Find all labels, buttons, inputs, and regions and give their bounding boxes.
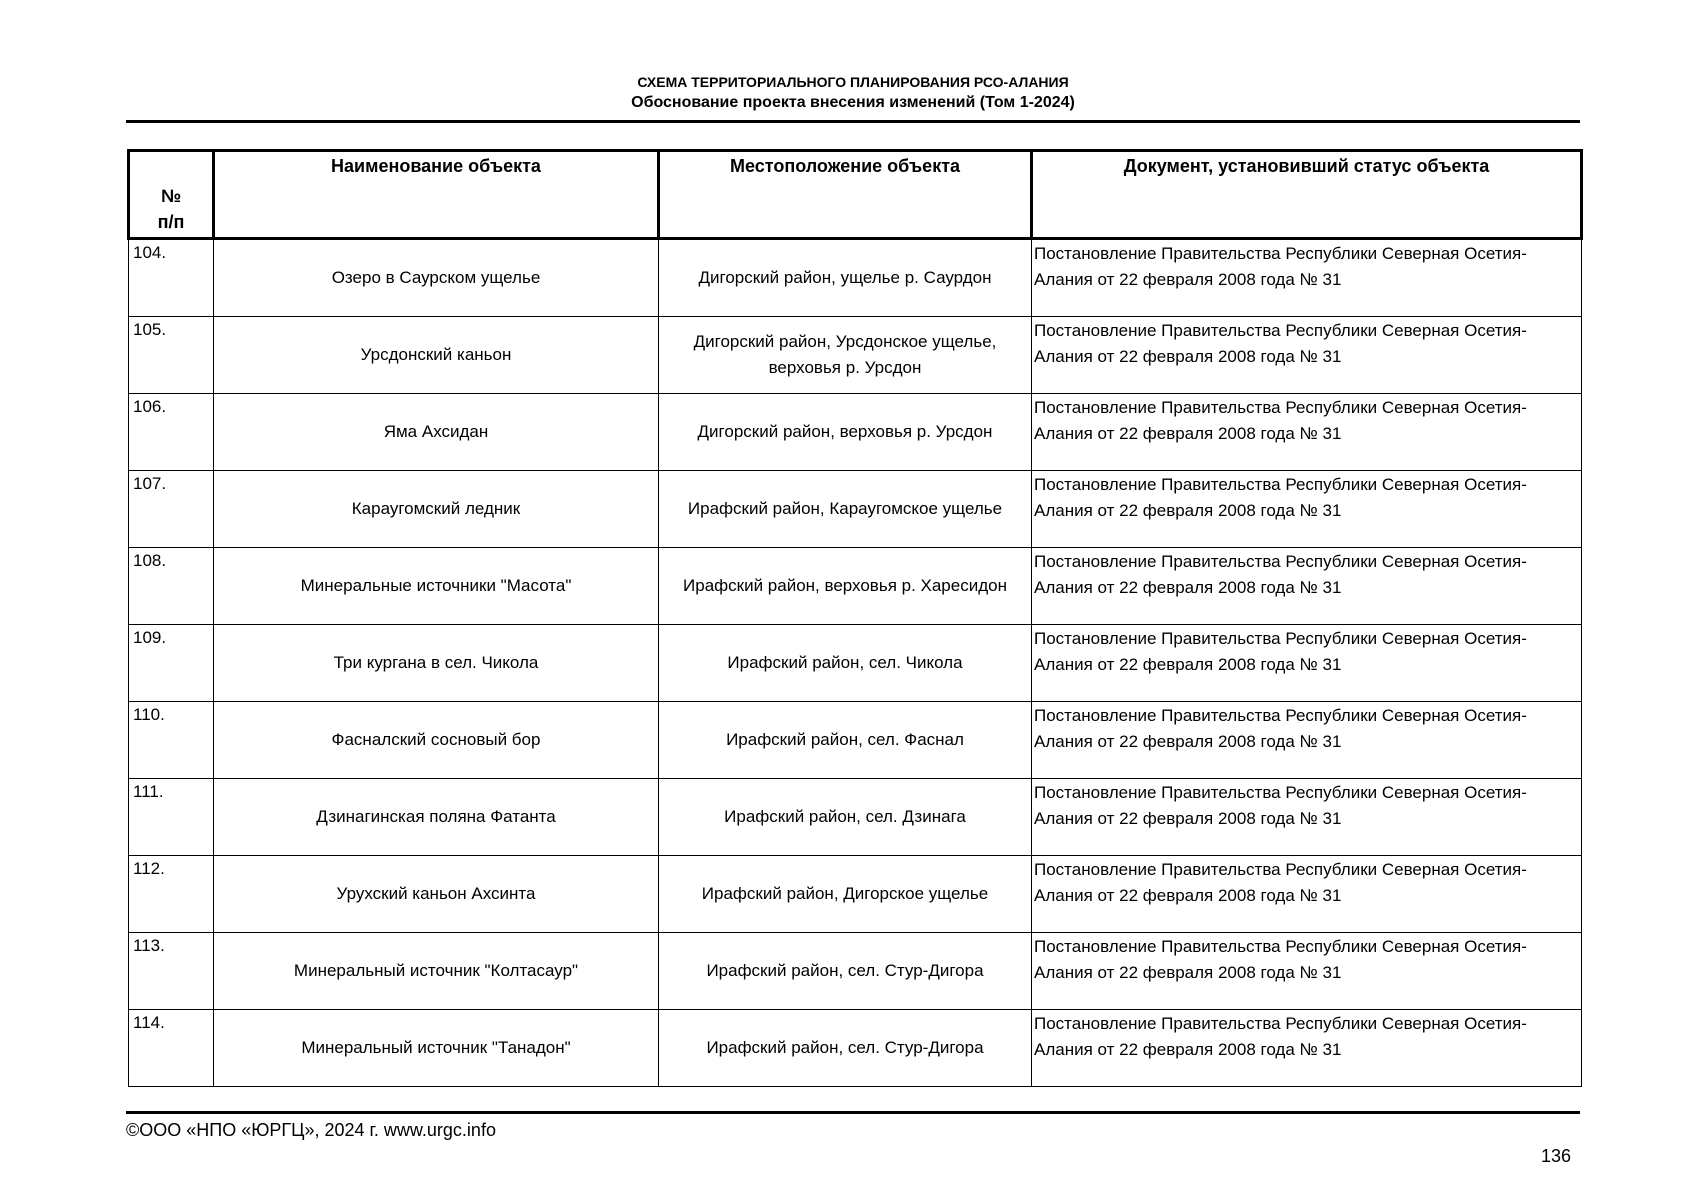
row-number: 104. (129, 239, 214, 317)
object-document: Постановление Правительства Республики Северная Осетия-Алания от 22 февраля 2008 года № 31 (1032, 394, 1582, 471)
object-location: Ирафский район, сел. Фаснал (659, 702, 1032, 779)
table-row (129, 779, 1582, 856)
row-number: 110. (129, 702, 214, 779)
column-header-document: Документ, установивший статус объекта (1032, 151, 1582, 239)
object-name: Минеральные источники "Масота" (214, 548, 659, 625)
object-document: Постановление Правительства Республики Северная Осетия-Алания от 22 февраля 2008 года № 31 (1032, 239, 1582, 317)
column-header-name: Наименование объекта (214, 151, 659, 239)
row-number: 108. (129, 548, 214, 625)
document-title: СХЕМА ТЕРРИТОРИАЛЬНОГО ПЛАНИРОВАНИЯ РСО-АЛАНИЯ (637, 74, 1069, 90)
object-document: Постановление Правительства Республики Северная Осетия-Алания от 22 февраля 2008 года № 31 (1032, 779, 1582, 856)
object-name: Три кургана в сел. Чикола (214, 625, 659, 702)
page-header (126, 72, 1580, 114)
table-row (129, 625, 1582, 702)
table-row (129, 548, 1582, 625)
object-document: Постановление Правительства Республики Северная Осетия-Алания от 22 февраля 2008 года № 31 (1032, 625, 1582, 702)
header-divider (126, 120, 1580, 123)
row-number: 112. (129, 856, 214, 933)
document-subtitle: Обоснование проекта внесения изменений (Том 1-2024) (631, 94, 1075, 111)
table-row (129, 471, 1582, 548)
object-location: Ирафский район, Дигорское ущелье (659, 856, 1032, 933)
object-location: Дигорский район, ущелье р. Саурдон (659, 239, 1032, 317)
object-name: Караугомский ледник (214, 471, 659, 548)
row-number: 105. (129, 317, 214, 394)
object-location: Ирафский район, Караугомское ущелье (659, 471, 1032, 548)
objects-table (127, 149, 1583, 1087)
object-location: Ирафский район, сел. Стур-Дигора (659, 1010, 1032, 1087)
column-header-num: № п/п (129, 151, 214, 239)
object-location: Ирафский район, сел. Стур-Дигора (659, 933, 1032, 1010)
row-number: 106. (129, 394, 214, 471)
footer-copyright: ©ООО «НПО «ЮРГЦ», 2024 г. www.urgc.info (126, 1120, 496, 1140)
object-name: Дзинагинская поляна Фатанта (214, 779, 659, 856)
object-name: Фасналский сосновый бор (214, 702, 659, 779)
table-row (129, 1010, 1582, 1087)
row-number: 113. (129, 933, 214, 1010)
table-row (129, 702, 1582, 779)
table-header-row (129, 151, 1582, 239)
object-name: Яма Ахсидан (214, 394, 659, 471)
table-row (129, 239, 1582, 317)
object-name: Минеральный источник "Танадон" (214, 1010, 659, 1087)
row-number: 114. (129, 1010, 214, 1087)
object-location: Ирафский район, верховья р. Харесидон (659, 548, 1032, 625)
row-number: 109. (129, 625, 214, 702)
object-location: Дигорский район, Урсдонское ущелье, верховья р. Урсдон (659, 317, 1032, 394)
row-number: 107. (129, 471, 214, 548)
column-header-location: Местоположение объекта (659, 151, 1032, 239)
table-row (129, 317, 1582, 394)
object-location: Дигорский район, верховья р. Урсдон (659, 394, 1032, 471)
object-document: Постановление Правительства Республики Северная Осетия-Алания от 22 февраля 2008 года № 31 (1032, 1010, 1582, 1087)
object-document: Постановление Правительства Республики Северная Осетия-Алания от 22 февраля 2008 года № 31 (1032, 317, 1582, 394)
object-document: Постановление Правительства Республики Северная Осетия-Алания от 22 февраля 2008 года № 31 (1032, 933, 1582, 1010)
object-location: Ирафский район, сел. Чикола (659, 625, 1032, 702)
row-number: 111. (129, 779, 214, 856)
object-name: Минеральный источник "Колтасаур" (214, 933, 659, 1010)
footer-divider (126, 1111, 1580, 1114)
object-document: Постановление Правительства Республики Северная Осетия-Алания от 22 февраля 2008 года № 31 (1032, 471, 1582, 548)
table-row (129, 856, 1582, 933)
object-document: Постановление Правительства Республики Северная Осетия-Алания от 22 февраля 2008 года № 31 (1032, 856, 1582, 933)
object-document: Постановление Правительства Республики Северная Осетия-Алания от 22 февраля 2008 года № 31 (1032, 702, 1582, 779)
table-row (129, 394, 1582, 471)
page-number: 136 (1540, 1146, 1571, 1166)
object-name: Озеро в Саурском ущелье (214, 239, 659, 317)
table-row (129, 933, 1582, 1010)
object-document: Постановление Правительства Республики Северная Осетия-Алания от 22 февраля 2008 года № 31 (1032, 548, 1582, 625)
object-location: Ирафский район, сел. Дзинага (659, 779, 1032, 856)
object-name: Урухский каньон Ахсинта (214, 856, 659, 933)
object-name: Урсдонский каньон (214, 317, 659, 394)
